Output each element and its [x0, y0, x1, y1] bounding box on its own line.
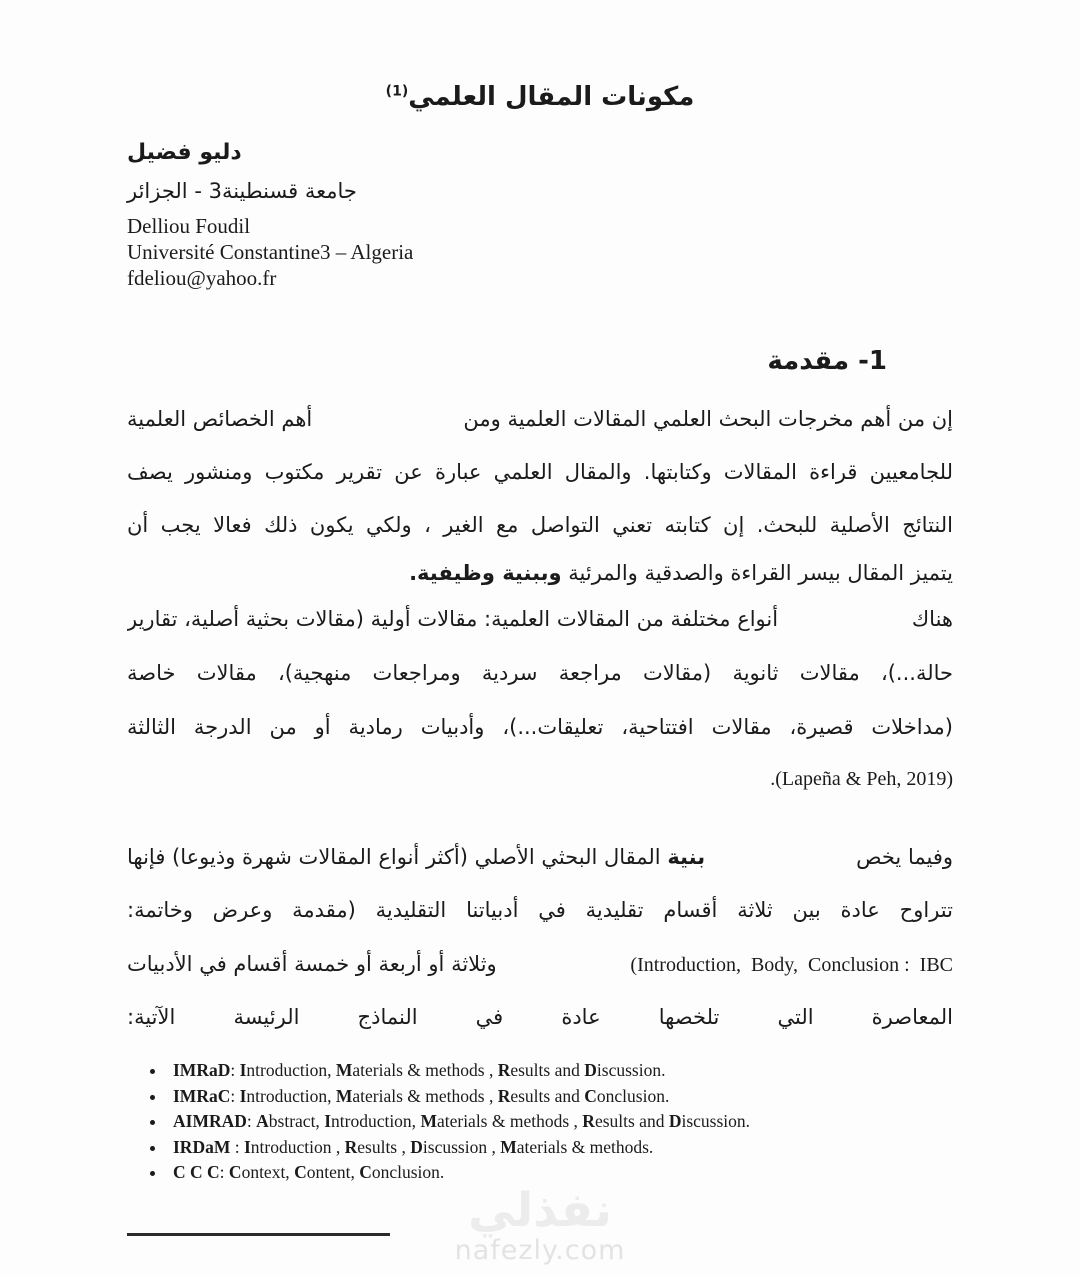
paragraph-1-line-2: للجامعيين قراءة المقالات وكتابتها. والمقال العلمي عبارة عن تقرير مكتوب ومنشور يصف	[127, 460, 953, 484]
list-item-aimrad: • AIMRAD: Abstract, Introduction, Materials & methods , Results and Discussion.	[167, 1109, 1027, 1135]
p1-l1-left: أهم الخصائص العلمية	[127, 407, 313, 431]
author-affiliation-latin: Université Constantine3 – Algeria	[127, 240, 414, 264]
watermark-caption: nafezly.com	[454, 1235, 626, 1266]
watermark-logo-text: نفذلي	[468, 1183, 612, 1238]
p3-l3-arabic: وثلاثة أو أربعة أو خمسة أقسام في الأدبيات	[127, 952, 497, 976]
paragraph-3-line-2: تتراوح عادة بين ثلاثة أقسام تقليدية في أدبياتنا التقليدية (مقدمة وعرض وخاتمة:	[127, 898, 953, 922]
article-models-list	[127, 1058, 1027, 1186]
watermark	[0, 1183, 1080, 1266]
list-item-imrad: • IMRaD: Introduction, Materials & methods , Results and Discussion.	[167, 1058, 1027, 1084]
author-name-latin: Delliou Foudil	[127, 214, 251, 238]
author-block	[127, 140, 627, 291]
page-title	[0, 82, 1080, 112]
list-item-imrac: • IMRaC: Introduction, Materials & methods , Results and Conclusion.	[167, 1084, 1027, 1110]
paragraph-2-line-2: حالة...)، مقالات ثانوية (مقالات مراجعة سردية ومراجعات منهجية)، مقالات خاصة	[127, 661, 953, 685]
p3-l3-latin-ibc: (Introduction, Body, Conclusion : IBC	[630, 954, 953, 976]
p1-l1-right: إن من أهم مخرجات البحث العلمي المقالات العلمية ومن	[463, 407, 953, 431]
list-item-ccc: • C C C: Context, Content, Conclusion.	[167, 1160, 1027, 1186]
paragraph-1-line-1	[127, 402, 953, 438]
author-affiliation-arabic: جامعة قسنطينة3 - الجزائر	[127, 179, 357, 203]
title-footnote-ref: (1)	[385, 83, 409, 100]
author-email: fdeliou@yahoo.fr	[127, 266, 277, 290]
paragraph-1-line-3: النتائج الأصلية للبحث. إن كتابته تعني التواصل مع الغير ، ولكي يكون ذلك فعالا يجب أن	[127, 513, 953, 537]
footnote-separator-rule	[127, 1233, 390, 1236]
list-item-irdam: • IRDaM : Introduction , Results , Discussion , Materials & methods.	[167, 1135, 1027, 1161]
paragraph-2-line-1	[127, 602, 953, 638]
citation-lapena-peh: .(Lapeña & Peh, 2019)	[770, 768, 953, 790]
p2-l1-right: هناك	[911, 607, 953, 631]
p3-l1-right: وفيما يخص	[856, 845, 953, 869]
paragraph-3-line-1	[127, 840, 953, 876]
p2-l1-left: أنواع مختلفة من المقالات العلمية: مقالات أولية (مقالات بحثية أصلية، تقارير	[127, 607, 779, 631]
paragraph-2-line-3: (مداخلات قصيرة، مقالات افتتاحية، تعليقات...)، وأدبيات رمادية أو من الدرجة الثالثة	[127, 715, 953, 739]
section-heading-introduction: 1- مقدمة	[767, 346, 887, 376]
p3-l1-left: بنية المقال البحثي الأصلي (أكثر أنواع المقالات شهرة وذيوعا) فإنها	[127, 845, 706, 869]
paragraph-3-line-3	[127, 947, 953, 983]
paragraph-1-line-4: يتميز المقال بيسر القراءة والصدقية والمرئية وببنية وظيفية.	[409, 561, 953, 585]
page-title-text: مكونات المقال العلمي	[408, 82, 695, 112]
author-name-arabic: دليو فضيل	[127, 140, 242, 165]
paragraph-3-line-4: المعاصرة التي تلخصها عادة في النماذج الرئيسة الآتية:	[127, 1005, 953, 1029]
